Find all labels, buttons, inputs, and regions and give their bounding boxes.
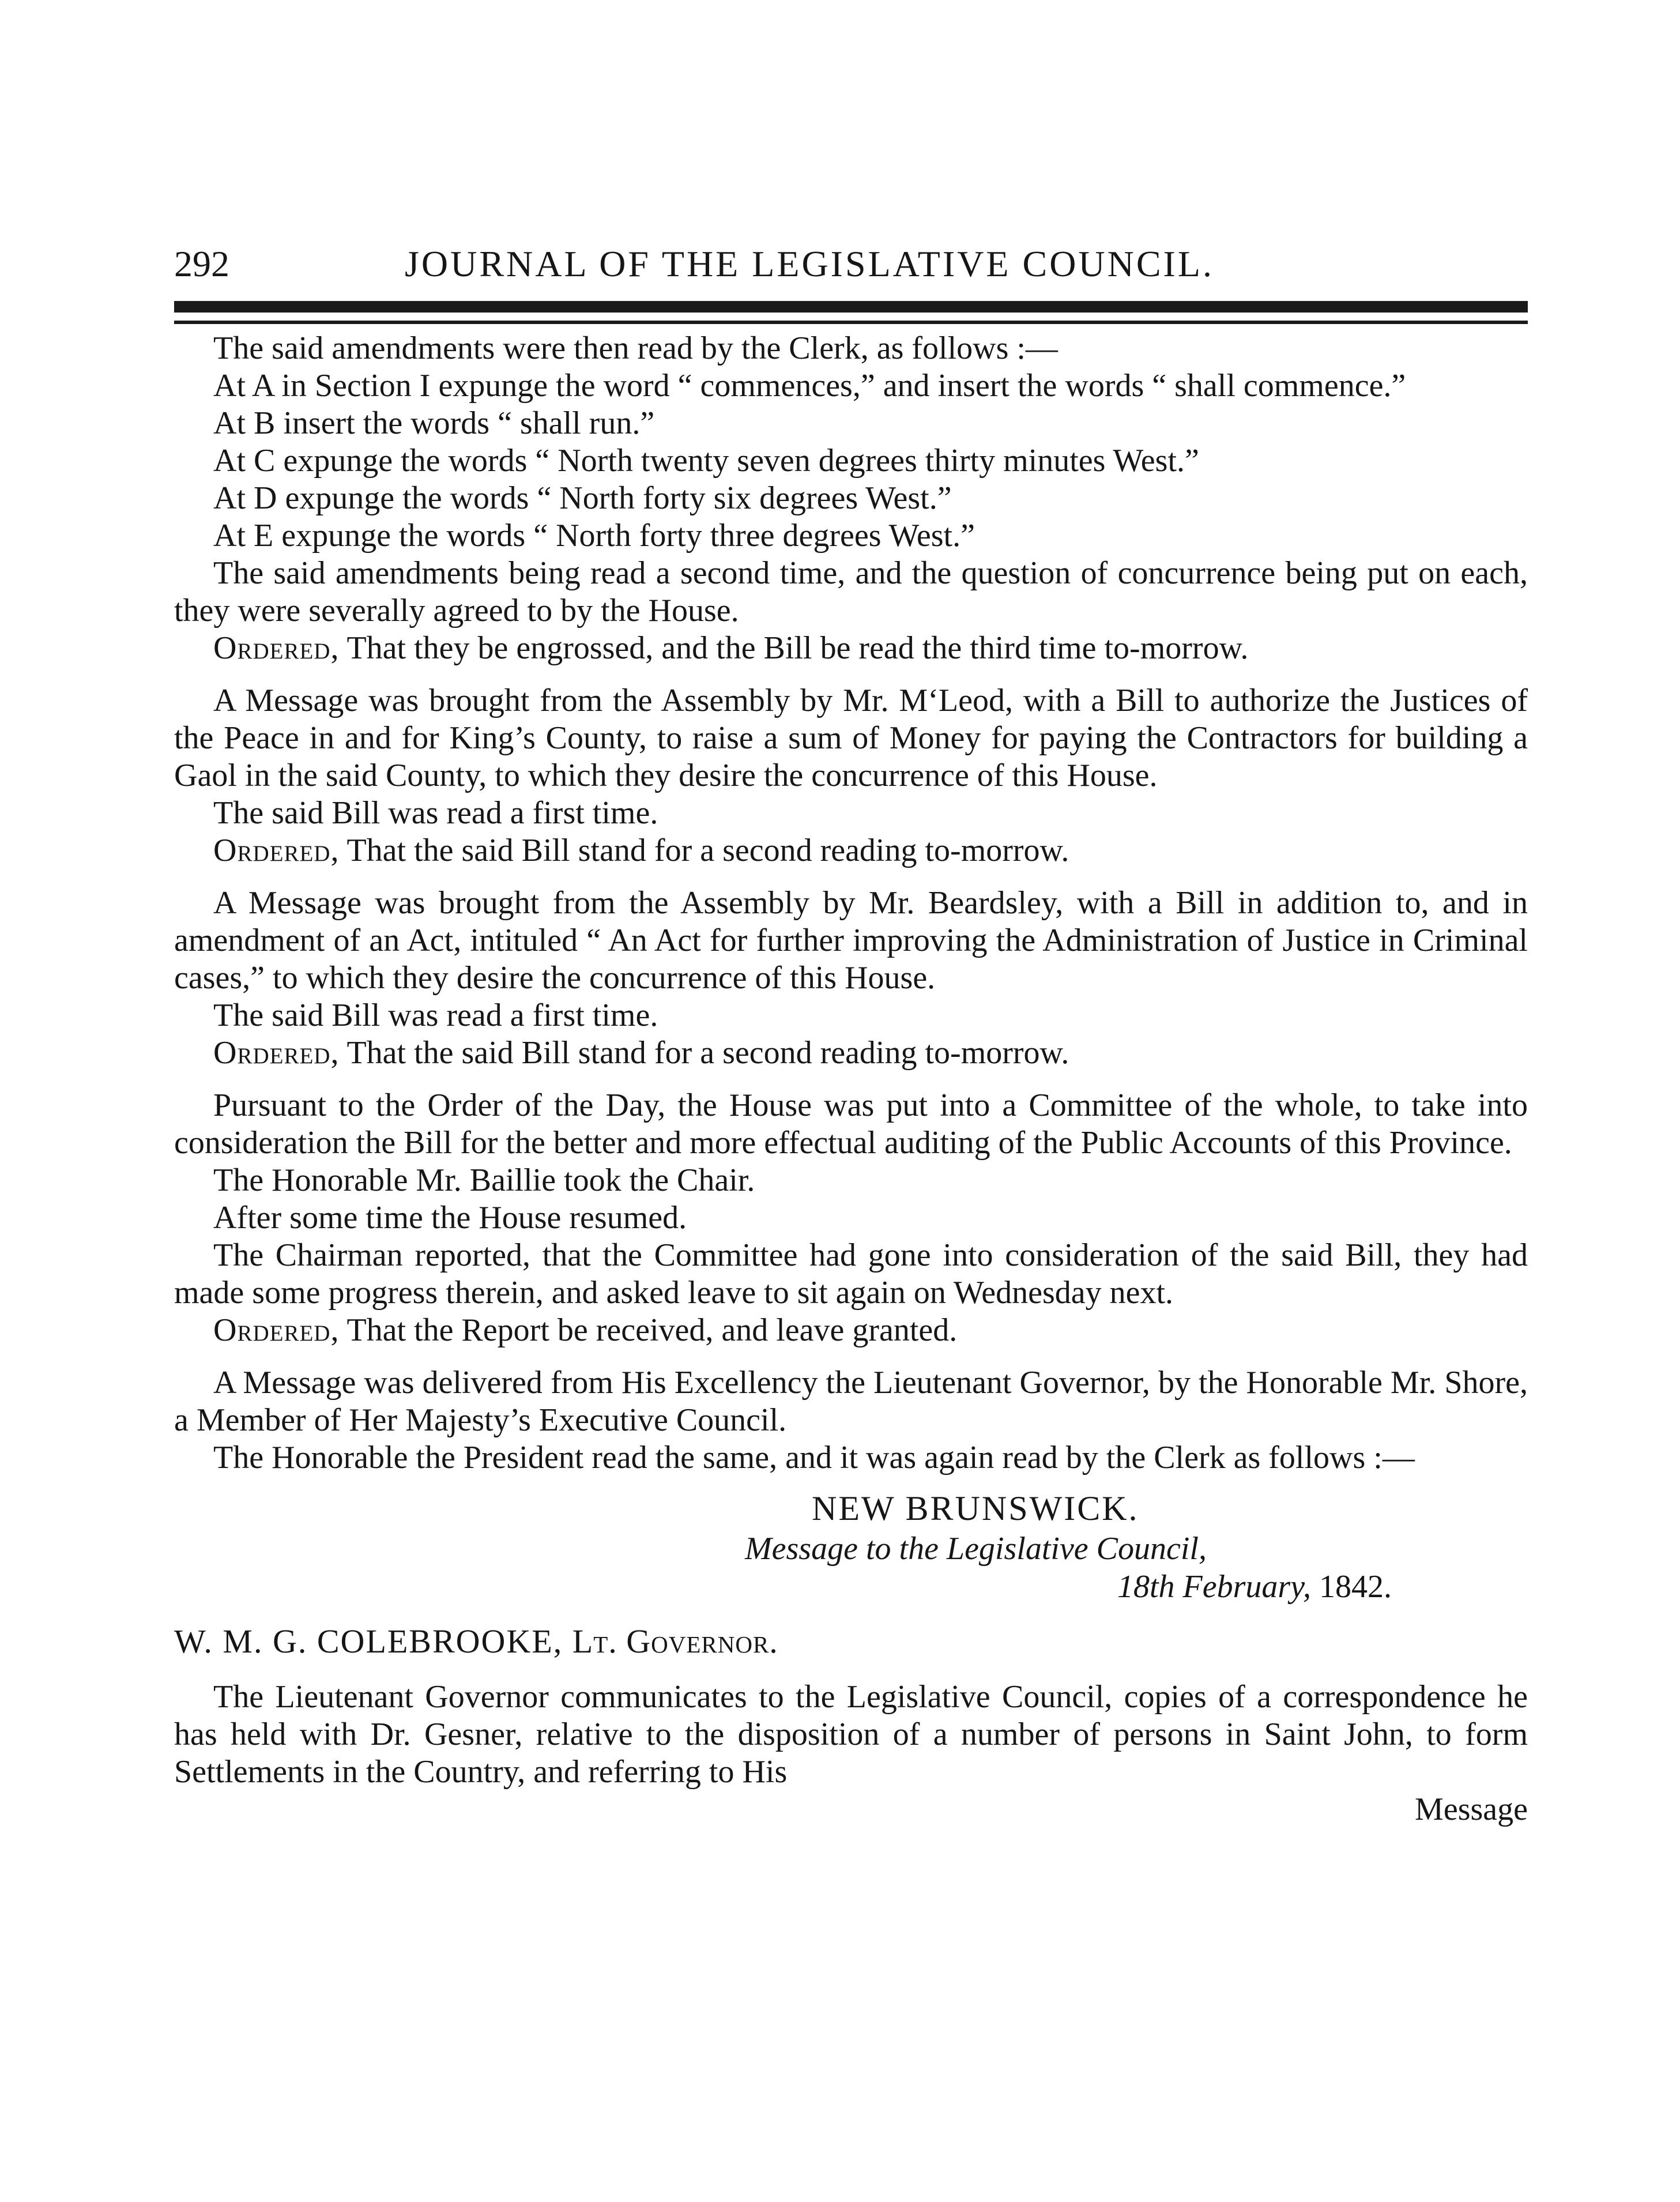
paragraph-chair: The Honorable Mr. Baillie took the Chair. bbox=[213, 1162, 755, 1198]
paragraph-concurrence: The said amendments being read a second time, and the question of concurrence being put on each, they were severally agreed to by the House. bbox=[174, 555, 1528, 628]
paragraph-message-beardsley: A Message was brought from the Assembly by Mr. Beardsley, with a Bill in addition to, and in amendment of an Act, intituled “ An Act for further improving the Administration of Justice in Criminal cases,” to which they desire the concurrence of this House. bbox=[174, 885, 1528, 996]
ordered-text: That the said Bill stand for a second reading to-morrow. bbox=[339, 833, 1069, 868]
paragraph-first-reading-2: The said Bill was read a first time. bbox=[213, 998, 658, 1033]
message-signatory bbox=[174, 1620, 1528, 1663]
paragraph-amendments-intro: The said amendments were then read by the Clerk, as follows :— bbox=[213, 330, 1058, 366]
catchword: Message bbox=[1415, 1791, 1528, 1827]
message-date-year: 1842. bbox=[1310, 1569, 1392, 1605]
paragraph-first-reading-1: The said Bill was read a first time. bbox=[213, 795, 658, 831]
paragraph-ordered-second-reading-2 bbox=[174, 1034, 1528, 1072]
paragraph-committee-whole: Pursuant to the Order of the Day, the House was put into a Committee of the whole, to take into consideration the Bill for the better and more effectual auditing of the Public Accounts of this Province. bbox=[174, 1087, 1528, 1161]
ordered-text: That the Report be received, and leave granted. bbox=[339, 1312, 958, 1348]
message-heading: NEW BRUNSWICK. bbox=[812, 1489, 1139, 1527]
signatory-title: Lt. Governor. bbox=[572, 1623, 778, 1660]
paragraph-ordered-second-reading-1 bbox=[174, 832, 1528, 869]
paragraph-amendment-b: At B insert the words “ shall run.” bbox=[213, 405, 655, 441]
page-number: 292 bbox=[174, 243, 229, 284]
paragraph-ordered-report bbox=[174, 1312, 1528, 1349]
header-rule-thick bbox=[174, 301, 1528, 313]
message-subheading: Message to the Legislative Council, bbox=[745, 1531, 1207, 1567]
ordered-label: Ordered, bbox=[213, 833, 340, 868]
paragraph-amendment-c: At C expunge the words “ North twenty seven degrees thirty minutes West.” bbox=[213, 443, 1199, 479]
paragraph-amendment-e: At E expunge the words “ North forty three degrees West.” bbox=[213, 518, 975, 554]
journal-body bbox=[174, 330, 1528, 1828]
ordered-text: That they be engrossed, and the Bill be read the third time to-morrow. bbox=[339, 630, 1249, 666]
paragraph-president-read: The Honorable the President read the same, and it was again read by the Clerk as follows :— bbox=[213, 1440, 1415, 1475]
message-date bbox=[174, 1568, 1528, 1606]
ordered-label: Ordered, bbox=[213, 630, 340, 666]
ordered-label: Ordered, bbox=[213, 1035, 340, 1071]
paragraph-amendment-d: At D expunge the words “ North forty six degrees West.” bbox=[213, 480, 952, 516]
paragraph-message-mcleod: A Message was brought from the Assembly by Mr. M‘Leod, with a Bill to authorize the Justices of the Peace in and for King’s County, to raise a sum of Money for paying the Contractors for building a Gaol in the said County, to which they desire the concurrence of this House. bbox=[174, 683, 1528, 793]
ordered-label: Ordered, bbox=[213, 1312, 340, 1348]
paragraph-house-resumed: After some time the House resumed. bbox=[213, 1200, 687, 1236]
page-header bbox=[174, 235, 1528, 293]
ordered-text: That the said Bill stand for a second reading to-morrow. bbox=[339, 1035, 1069, 1071]
paragraph-chairman-report: The Chairman reported, that the Committee had gone into consideration of the said Bill, they had made some progress therein, and asked leave to sit again on Wednesday next. bbox=[174, 1237, 1528, 1311]
paragraph-governor-communication: The Lieutenant Governor communicates to the Legislative Council, copies of a correspondence he has held with Dr. Gesner, relative to the disposition of a number of persons in Saint John, to form Settlements in the Country, and referring to His bbox=[174, 1679, 1528, 1790]
paragraph-message-governor: A Message was delivered from His Excellency the Lieutenant Governor, by the Honorable Mr. Shore, a Member of Her Majesty’s Executive Council. bbox=[174, 1365, 1528, 1438]
paragraph-amendment-a: At A in Section I expunge the word “ commences,” and insert the words “ shall commence.” bbox=[213, 368, 1406, 404]
message-date-day: 18th February, bbox=[1117, 1569, 1311, 1605]
signatory-name: W. M. G. COLEBROOKE, bbox=[174, 1623, 572, 1660]
running-title: JOURNAL OF THE LEGISLATIVE COUNCIL. bbox=[405, 243, 1214, 284]
paragraph-ordered-engrossed bbox=[174, 630, 1528, 667]
header-rule-thin bbox=[174, 321, 1528, 324]
